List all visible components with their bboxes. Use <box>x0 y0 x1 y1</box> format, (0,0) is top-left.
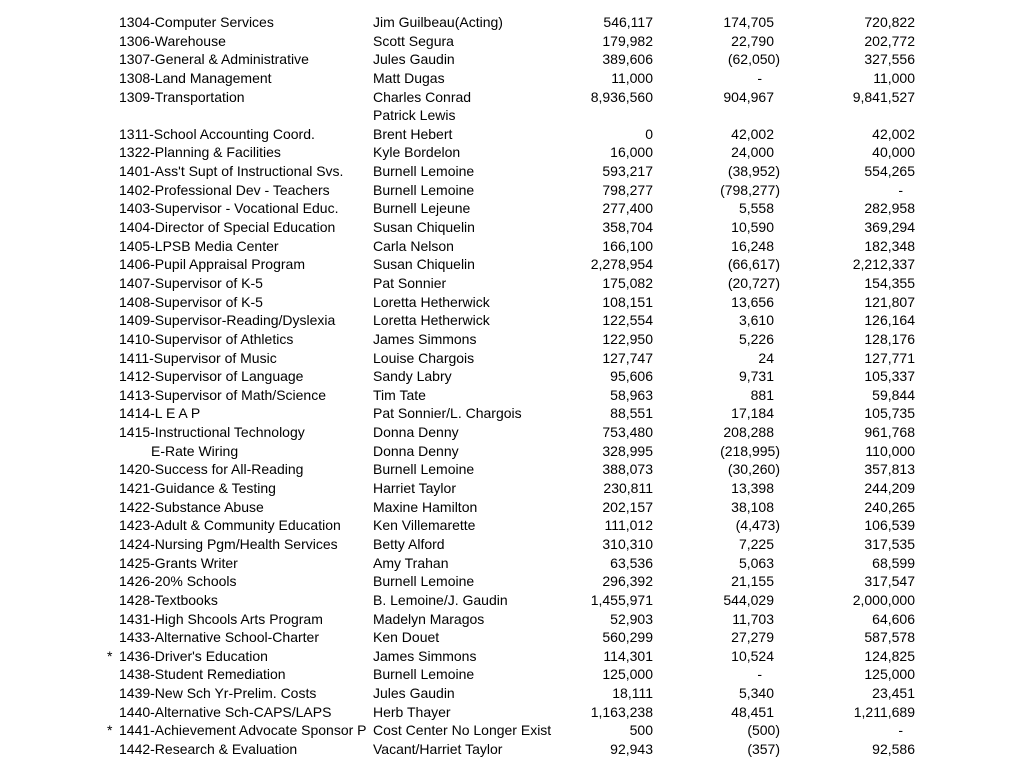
table-row <box>0 460 1024 479</box>
amount-original: 546,117 <box>603 14 653 30</box>
amount-original: 114,301 <box>603 647 653 664</box>
table-row <box>0 535 1024 554</box>
amount-original: 88,551 <box>610 405 653 422</box>
amount-change: (20,727) <box>727 274 780 291</box>
amount-revised: 1,211,689 <box>853 703 915 720</box>
amount-revised: 106,539 <box>864 517 915 534</box>
cost-center-name: 1407-Supervisor of K-5 <box>119 274 263 291</box>
manager-name: Jim Guilbeau(Acting) <box>373 14 503 30</box>
amount-original: 560,299 <box>602 629 653 646</box>
manager-name: Susan Chiquelin <box>373 219 475 236</box>
manager-name: Burnell Lemoine <box>373 573 475 590</box>
amount-change: 24 <box>758 349 774 366</box>
amount-revised: 105,735 <box>864 405 915 422</box>
cost-center-name: 1424-Nursing Pgm/Health Services <box>119 535 338 552</box>
cost-center-name: 1436-Driver's Education <box>119 647 268 664</box>
table-row <box>0 32 1024 51</box>
amount-change: (357) <box>747 740 780 757</box>
manager-name: Pat Sonnier/L. Chargois <box>373 405 522 422</box>
cost-center-name: 1403-Supervisor - Vocational Educ. <box>119 200 339 217</box>
cost-center-name: 1309-Transportation <box>119 88 245 105</box>
cost-center-name: 1413-Supervisor of Math/Science <box>119 386 326 403</box>
manager-name: Donna Denny <box>373 442 459 459</box>
table-row <box>0 554 1024 573</box>
amount-revised: 127,771 <box>864 349 915 366</box>
amount-revised: 124,825 <box>864 647 915 664</box>
manager-name: Jules Gaudin <box>373 51 455 68</box>
amount-original: 127,747 <box>602 349 653 366</box>
cost-center-name: 1426-20% Schools <box>119 573 237 590</box>
amount-change: 48,451 <box>731 703 774 720</box>
table-row <box>0 274 1024 293</box>
table-row <box>0 721 1024 740</box>
manager-name: B. Lemoine/J. Gaudin <box>373 591 508 608</box>
table-row <box>0 404 1024 423</box>
cost-center-name: 1402-Professional Dev - Teachers <box>119 181 330 198</box>
table-row <box>0 628 1024 647</box>
cost-center-name: 1440-Alternative Sch-CAPS/LAPS <box>119 703 332 720</box>
table-row <box>0 255 1024 274</box>
amount-revised: 2,000,000 <box>852 591 915 608</box>
manager-name: Matt Dugas <box>373 69 445 86</box>
manager-name: Burnell Lemoine <box>373 461 475 478</box>
amount-change: 24,000 <box>731 144 774 161</box>
amount-original: 63,536 <box>610 554 653 571</box>
table-row <box>0 69 1024 88</box>
cost-center-name: 1421-Guidance & Testing <box>119 480 276 497</box>
table-row <box>0 50 1024 69</box>
cost-center-name: 1411-Supervisor of Music <box>119 349 277 366</box>
table-row <box>0 199 1024 218</box>
amount-change: (4,473) <box>735 517 780 534</box>
manager-name: Madelyn Maragos <box>373 610 485 627</box>
cost-center-name: 1439-New Sch Yr-Prelim. Costs <box>119 685 317 702</box>
manager-name: Tim Tate <box>373 386 426 403</box>
amount-original: 388,073 <box>602 461 653 478</box>
amount-revised: 317,535 <box>864 535 915 552</box>
amount-revised: 182,348 <box>864 237 915 254</box>
manager-name: James Simmons <box>373 647 477 664</box>
cost-center-name: 1406-Pupil Appraisal Program <box>119 256 305 273</box>
amount-revised: 128,176 <box>864 330 915 347</box>
amount-original: 122,554 <box>602 312 653 329</box>
manager-name: Burnell Lemoine <box>373 181 475 198</box>
amount-revised: 154,355 <box>864 274 915 291</box>
cost-center-name: 1409-Supervisor-Reading/Dyslexia <box>119 312 336 329</box>
table-row <box>0 237 1024 256</box>
amount-revised: 2,212,337 <box>852 256 915 273</box>
table-row <box>0 349 1024 368</box>
amount-original: 1,163,238 <box>590 703 653 720</box>
table-row <box>0 106 1024 125</box>
cost-center-name: 1412-Supervisor of Language <box>119 368 304 385</box>
amount-original: 358,704 <box>602 219 653 236</box>
cost-center-name: 1433-Alternative School-Charter <box>119 629 319 646</box>
amount-original: 125,000 <box>602 666 653 683</box>
cost-center-name: 1404-Director of Special Education <box>119 219 336 236</box>
amount-change: (218,995) <box>720 442 780 459</box>
amount-original: 108,151 <box>602 293 653 310</box>
amount-revised: 40,000 <box>872 144 915 161</box>
cost-center-name: 1408-Supervisor of K-5 <box>119 293 263 310</box>
table-row <box>0 367 1024 386</box>
amount-revised: 317,547 <box>864 573 915 590</box>
table-row <box>0 181 1024 200</box>
manager-name: Charles Conrad <box>373 88 472 105</box>
amount-revised: 126,164 <box>864 312 915 329</box>
table-row <box>0 330 1024 349</box>
amount-revised: 961,768 <box>864 424 915 441</box>
table-row <box>0 88 1024 107</box>
amount-original: 18,111 <box>612 685 653 702</box>
amount-change: 13,398 <box>731 480 774 497</box>
cost-center-name: E-Rate Wiring <box>151 442 239 459</box>
amount-revised: 11,000 <box>873 69 915 86</box>
table-row <box>0 740 1024 759</box>
cost-center-name: 1307-General & Administrative <box>119 51 309 68</box>
cost-center-name: 1308-Land Management <box>119 69 272 86</box>
amount-change: 7,225 <box>738 535 774 552</box>
amount-change: (30,260) <box>727 461 780 478</box>
table-row <box>0 703 1024 722</box>
cost-center-name: 1423-Adult & Community Education <box>119 517 341 534</box>
amount-revised: 357,813 <box>864 461 915 478</box>
cost-center-name: 1306-Warehouse <box>119 32 226 49</box>
cost-center-name: 1428-Textbooks <box>119 591 218 608</box>
manager-name: Kyle Bordelon <box>373 144 461 161</box>
amount-change: 5,340 <box>738 685 774 702</box>
amount-change: (38,952) <box>727 163 780 180</box>
amount-change: 42,002 <box>731 125 774 142</box>
amount-original: 111,012 <box>604 517 653 534</box>
amount-original: 122,950 <box>602 330 653 347</box>
row-marker: * <box>107 722 113 739</box>
amount-revised: 240,265 <box>864 498 915 515</box>
amount-original: 277,400 <box>602 200 653 217</box>
amount-change: 16,248 <box>731 237 774 254</box>
amount-change: (66,617) <box>727 256 780 273</box>
manager-name: Burnell Lemoine <box>373 163 475 180</box>
manager-name: Susan Chiquelin <box>373 256 475 273</box>
amount-original: 92,943 <box>610 740 653 757</box>
amount-change: 5,063 <box>738 554 774 571</box>
manager-name: Loretta Hetherwick <box>373 312 490 329</box>
amount-change: 17,184 <box>731 405 774 422</box>
cost-center-name: 1401-Ass't Supt of Instructional Svs. <box>119 163 344 180</box>
amount-change: (500) <box>747 722 780 739</box>
table-row <box>0 498 1024 517</box>
amount-change: 5,558 <box>738 200 774 217</box>
amount-revised: - <box>898 181 903 198</box>
amount-revised: 121,807 <box>864 293 915 310</box>
cost-center-name: 1442-Research & Evaluation <box>119 740 298 757</box>
amount-revised: 587,578 <box>864 629 915 646</box>
amount-change: - <box>757 69 762 86</box>
amount-original: 500 <box>629 722 653 739</box>
amount-change: 9,731 <box>738 368 774 385</box>
amount-original: 179,982 <box>602 32 653 49</box>
amount-original: 8,936,560 <box>590 88 653 105</box>
table-row <box>0 143 1024 162</box>
amount-change: 10,590 <box>731 219 774 236</box>
cost-center-name: 1425-Grants Writer <box>119 554 238 571</box>
amount-original: 798,277 <box>602 181 653 198</box>
amount-revised: 554,265 <box>864 163 915 180</box>
manager-name: Louise Chargois <box>373 349 475 366</box>
manager-name: Cost Center No Longer Exist <box>373 722 552 739</box>
manager-name: Brent Hebert <box>373 125 453 142</box>
amount-revised: 68,599 <box>872 554 915 571</box>
table-row <box>0 665 1024 684</box>
amount-original: 389,606 <box>602 51 653 68</box>
manager-name: Patrick Lewis <box>373 107 456 124</box>
amount-change: 10,524 <box>731 647 774 664</box>
cost-center-name: 1438-Student Remediation <box>119 666 286 683</box>
cost-center-name: 1414-L E A P <box>119 405 201 422</box>
table-row <box>0 479 1024 498</box>
amount-revised: 244,209 <box>864 480 915 497</box>
amount-original: 1,455,971 <box>590 591 653 608</box>
amount-original: 166,100 <box>602 237 653 254</box>
amount-change: 38,108 <box>731 498 774 515</box>
cost-center-name: 1304-Computer Services <box>119 14 274 30</box>
manager-name: Donna Denny <box>373 424 459 441</box>
table-row <box>0 647 1024 666</box>
cost-center-name: 1410-Supervisor of Athletics <box>119 330 294 347</box>
table-row <box>0 162 1024 181</box>
manager-name: Harriet Taylor <box>373 480 456 497</box>
manager-name: Loretta Hetherwick <box>373 293 490 310</box>
amount-revised: 125,000 <box>864 666 915 683</box>
amount-revised: 327,556 <box>864 51 915 68</box>
cost-center-name: 1405-LPSB Media Center <box>119 237 279 254</box>
amount-original: 753,480 <box>602 424 653 441</box>
amount-change: 5,226 <box>738 330 774 347</box>
amount-revised: 64,606 <box>872 610 915 627</box>
amount-change: (798,277) <box>720 181 780 198</box>
amount-revised: 202,772 <box>864 32 915 49</box>
manager-name: Amy Trahan <box>373 554 449 571</box>
table-row <box>0 386 1024 405</box>
amount-change: - <box>757 666 762 683</box>
cost-center-name: 1322-Planning & Facilities <box>119 144 281 161</box>
table-row <box>0 572 1024 591</box>
cost-center-name: 1311-School Accounting Coord. <box>119 125 315 142</box>
amount-original: 230,811 <box>603 480 653 497</box>
table-row <box>0 13 1024 32</box>
amount-change: 13,656 <box>731 293 774 310</box>
amount-original: 0 <box>645 125 653 142</box>
cost-center-name: 1422-Substance Abuse <box>119 498 264 515</box>
amount-change: (62,050) <box>727 51 780 68</box>
amount-original: 202,157 <box>602 498 653 515</box>
table-row <box>0 293 1024 312</box>
amount-change: 11,703 <box>732 610 774 627</box>
amount-original: 310,310 <box>602 535 653 552</box>
amount-original: 296,392 <box>602 573 653 590</box>
table-row <box>0 684 1024 703</box>
amount-change: 27,279 <box>731 629 774 646</box>
amount-original: 95,606 <box>610 368 653 385</box>
manager-name: Burnell Lejeune <box>373 200 471 217</box>
manager-name: Sandy Labry <box>373 368 452 385</box>
amount-change: 208,288 <box>723 424 774 441</box>
amount-revised: 105,337 <box>864 368 915 385</box>
amount-original: 52,903 <box>610 610 653 627</box>
amount-revised: 369,294 <box>864 219 915 236</box>
amount-revised: 42,002 <box>872 125 915 142</box>
table-row <box>0 610 1024 629</box>
amount-original: 58,963 <box>610 386 653 403</box>
table-row <box>0 423 1024 442</box>
amount-revised: 720,822 <box>864 14 915 30</box>
amount-change: 22,790 <box>731 32 774 49</box>
manager-name: Carla Nelson <box>373 237 454 254</box>
cost-center-name: 1415-Instructional Technology <box>119 424 305 441</box>
amount-revised: 23,451 <box>872 685 915 702</box>
amount-change: 544,029 <box>723 591 774 608</box>
amount-original: 175,082 <box>602 274 653 291</box>
manager-name: James Simmons <box>373 330 477 347</box>
amount-revised: 59,844 <box>872 386 915 403</box>
amount-change: 881 <box>750 386 774 403</box>
amount-revised: 110,000 <box>865 442 915 459</box>
table-row <box>0 218 1024 237</box>
manager-name: Scott Segura <box>373 32 454 49</box>
amount-revised: 92,586 <box>872 740 915 757</box>
manager-name: Maxine Hamilton <box>373 498 478 515</box>
manager-name: Burnell Lemoine <box>373 666 475 683</box>
cost-center-name: 1441-Achievement Advocate Sponsor P <box>119 722 367 739</box>
table-row <box>0 125 1024 144</box>
table-row <box>0 442 1024 461</box>
table-row <box>0 591 1024 610</box>
amount-original: 328,995 <box>602 442 653 459</box>
amount-original: 593,217 <box>602 163 653 180</box>
amount-change: 3,610 <box>738 312 774 329</box>
amount-original: 2,278,954 <box>590 256 653 273</box>
row-marker: * <box>107 647 113 664</box>
manager-name: Herb Thayer <box>373 703 451 720</box>
amount-original: 16,000 <box>610 144 653 161</box>
amount-revised: - <box>898 722 903 739</box>
manager-name: Jules Gaudin <box>373 685 455 702</box>
manager-name: Betty Alford <box>373 535 445 552</box>
amount-change: 21,155 <box>731 573 774 590</box>
amount-change: 904,967 <box>723 88 774 105</box>
amount-change: 174,705 <box>723 14 774 30</box>
amount-revised: 9,841,527 <box>852 88 915 105</box>
cost-center-name: 1420-Success for All-Reading <box>119 461 304 478</box>
cost-center-name: 1431-High Shcools Arts Program <box>119 610 323 627</box>
manager-name: Ken Douet <box>373 629 440 646</box>
manager-name: Vacant/Harriet Taylor <box>373 740 503 757</box>
amount-revised: 282,958 <box>864 200 915 217</box>
amount-original: 11,000 <box>611 69 653 86</box>
budget-sheet <box>0 13 1024 759</box>
table-row <box>0 311 1024 330</box>
manager-name: Pat Sonnier <box>373 274 447 291</box>
manager-name: Ken Villemarette <box>373 517 476 534</box>
table-row <box>0 516 1024 535</box>
